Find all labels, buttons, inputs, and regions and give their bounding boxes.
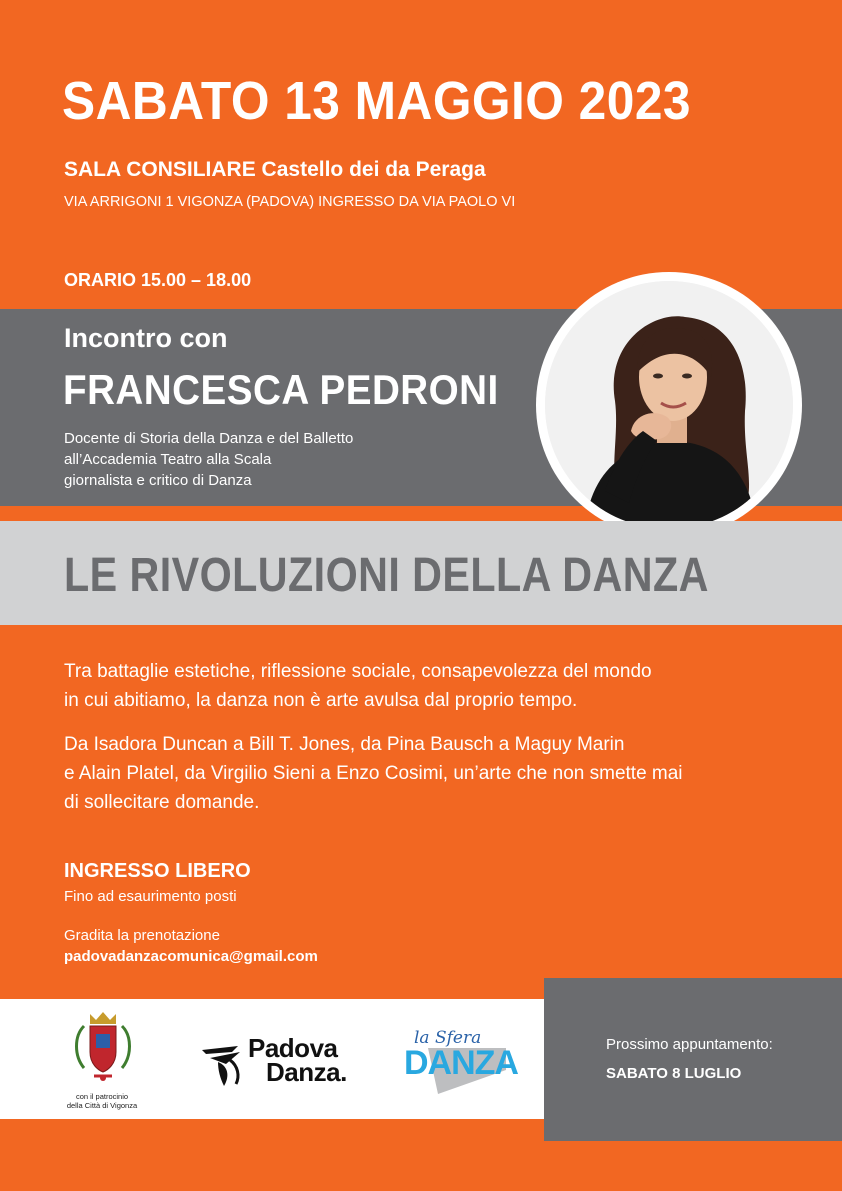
speaker-bio-line: giornalista e critico di Danza bbox=[64, 472, 252, 489]
patronage-line: con il patrocinio bbox=[75, 1092, 129, 1101]
description-paragraph bbox=[64, 730, 784, 817]
description-line: e Alain Platel, da Virgilio Sieni a Enzo Cosimi, un’arte che non smette mai bbox=[64, 763, 683, 784]
next-event-label: Prossimo appuntamento: bbox=[606, 1036, 773, 1053]
portrait-illustration bbox=[545, 281, 793, 529]
patronage-line: della Città di Vigonza bbox=[66, 1101, 138, 1110]
logo-text-line: Padova bbox=[248, 1033, 338, 1063]
next-event-box bbox=[544, 978, 842, 1141]
free-entry-heading: INGRESSO LIBERO bbox=[64, 860, 251, 882]
seating-limit-note: Fino ad esaurimento posti bbox=[64, 888, 237, 905]
speaker-portrait bbox=[545, 281, 793, 529]
event-description bbox=[64, 657, 784, 832]
venue-name: SALA CONSILIARE Castello dei da Peraga bbox=[64, 158, 486, 181]
description-line: Tra battaglie estetiche, riflessione sociale, consapevolezza del mondo bbox=[64, 661, 652, 682]
dancer-icon bbox=[200, 1036, 248, 1088]
sfera-logo-script: la Sfera bbox=[414, 1028, 482, 1048]
description-line: in cui abitiamo, la danza non è arte avulsa dal proprio tempo. bbox=[64, 690, 578, 711]
padova-danza-logo bbox=[248, 1033, 347, 1087]
speaker-intro: Incontro con bbox=[64, 323, 228, 353]
crest-icon bbox=[70, 1008, 136, 1088]
speaker-bio bbox=[64, 428, 353, 491]
contact-email[interactable]: padovadanzacomunica@gmail.com bbox=[64, 948, 318, 965]
patronage-note bbox=[60, 1092, 144, 1110]
sfera-logo-word: DANZA bbox=[404, 1044, 518, 1082]
padova-danza-dancer-icon bbox=[200, 1036, 248, 1088]
speaker-bio-line: all’Accademia Teatro alla Scala bbox=[64, 451, 272, 468]
event-date: SABATO 13 MAGGIO 2023 bbox=[62, 71, 692, 131]
speaker-bio-line: Docente di Storia della Danza e del Balletto bbox=[64, 430, 354, 447]
vigonza-crest-logo bbox=[70, 1008, 136, 1088]
description-paragraph bbox=[64, 657, 784, 715]
speaker-name: FRANCESCA PEDRONI bbox=[63, 366, 499, 413]
logo-text-line: Danza. bbox=[266, 1057, 347, 1087]
event-hours: ORARIO 15.00 – 18.00 bbox=[64, 270, 252, 290]
venue-address: VIA ARRIGONI 1 VIGONZA (PADOVA) INGRESSO DA VIA PAOLO VI bbox=[64, 194, 516, 210]
description-line: di sollecitare domande. bbox=[64, 792, 260, 813]
event-title: LE RIVOLUZIONI DELLA DANZA bbox=[64, 549, 709, 602]
booking-note: Gradita la prenotazione bbox=[64, 927, 220, 944]
next-event-date: SABATO 8 LUGLIO bbox=[606, 1065, 742, 1082]
description-line: Da Isadora Duncan a Bill T. Jones, da Pina Bausch a Maguy Marin bbox=[64, 734, 625, 755]
